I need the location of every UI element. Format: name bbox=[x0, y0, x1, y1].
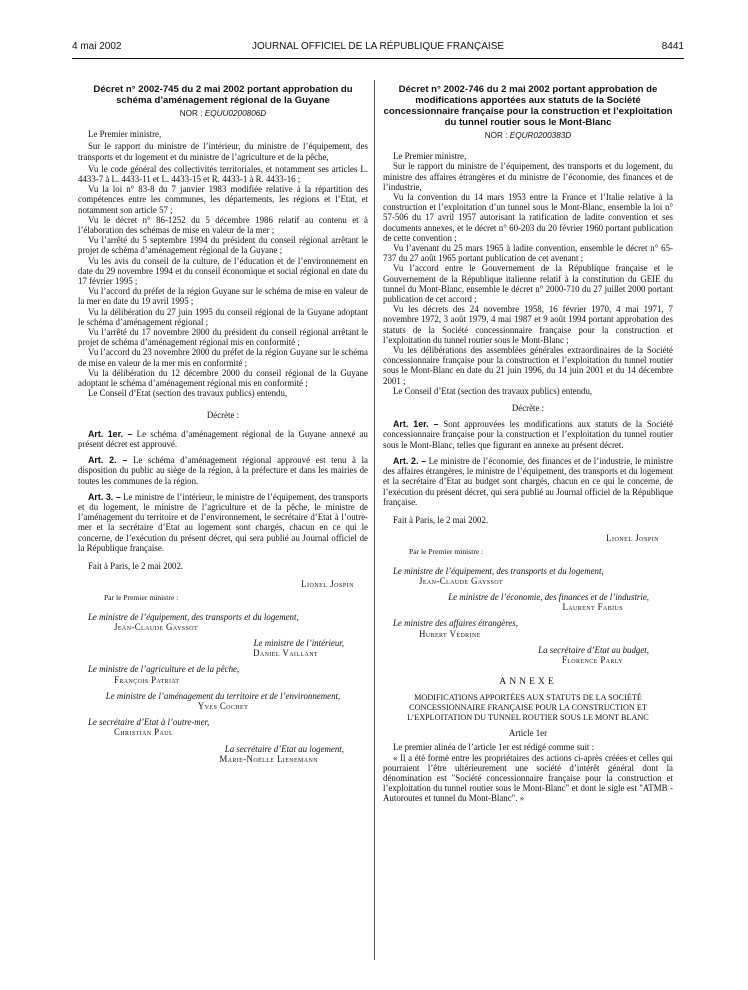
paragraph: Vu l’arrêté du 17 novembre 2000 du président du conseil régional arrêtant le projet de schéma d’aménagement régional mis en conformité ; bbox=[78, 327, 368, 348]
article bbox=[78, 429, 368, 449]
annexe-heading: ANNEXE bbox=[499, 676, 557, 688]
signatory-name: Jean-Claude Gayssot bbox=[114, 621, 199, 632]
signatory-role: Le ministre de l’agriculture et de la pêche, bbox=[88, 664, 240, 675]
signatory-name: Jean-Claude Gayssot bbox=[419, 575, 504, 586]
signatory-role: Le ministre de l’intérieur, bbox=[253, 637, 344, 648]
paragraph: Le Conseil d’Etat (section des travaux publics) entendu, bbox=[393, 385, 593, 396]
signature-block bbox=[78, 744, 368, 764]
signatory-name: Yves Cochet bbox=[197, 700, 249, 711]
article-label: Art. 3. – bbox=[88, 491, 121, 502]
paragraph: Vu l’accord entre le Gouvernement de la République française et le Gouvernement de la République italienne relatif à la constitution du GEIE du tunnel du Mont-Blanc, ensemble le décret n° 2000-710 du 27 juillet 2000 portant publication de cet accord ; bbox=[383, 263, 673, 305]
signatory-name: Christian Paul bbox=[114, 727, 174, 738]
signing-place-date: Fait à Paris, le 2 mai 2002. bbox=[88, 560, 184, 571]
decrete-heading: Décrète : bbox=[206, 410, 240, 421]
nor-code: EQUR0200383D bbox=[509, 131, 572, 140]
article-label: Art. 1er. – bbox=[393, 419, 439, 430]
par-premier-ministre: Par le Premier ministre : bbox=[409, 547, 484, 557]
right-column bbox=[383, 84, 673, 804]
article-text: Sont approuvées les modifications aux statuts de la Société concessionnaire française pour la construction et l’exploitation du tunnel routier sous le Mont-Blanc, telles que figurant en annexe au présent décret. bbox=[383, 419, 673, 450]
nor-label: NOR : bbox=[484, 131, 508, 140]
column-divider bbox=[374, 80, 375, 960]
paragraph: Vu les délibérations des assemblées générales extraordinaires de la Société concessionnaire française pour la construction et l’exploitation du tunnel routier sous le Mont-Blanc en date du 21 juin 1996, du 14 juin 2001 et du 14 décembre 2001 ; bbox=[383, 345, 673, 386]
running-header bbox=[72, 41, 684, 55]
signatory-name: François Patriat bbox=[114, 674, 180, 685]
paragraph: Sur le rapport du ministre de l’équipement, des transports et du logement, du ministre des affaires étrangères et du ministre de l’économie, des finances et de l’industrie, bbox=[383, 161, 673, 192]
nor-code: EQUU0200806D bbox=[204, 109, 267, 118]
paragraph: Vu la délibération du 27 juin 1995 du conseil régional de la Guyane adoptant le schéma d’aménagement régional ; bbox=[78, 306, 368, 327]
prime-minister-name: Lionel Jospin bbox=[301, 579, 354, 590]
paragraph: « Il a été formé entre les propriétaires des actions ci-après créées et celles qui pourraient l’être ultérieurement une société d’intérêt général dont la dénomination est "Société concessionnaire française pour la construction et l’exploitation du tunnel routier sous le Mont-Blanc" et dont le sigle est "ATMB - Autoroutes et tunnel du Mont-Blanc". » bbox=[383, 752, 673, 804]
paragraph: Le premier alinéa de l’article 1er est rédigé comme suit : bbox=[393, 742, 595, 753]
paragraph: Vu l’accord du 23 novembre 2000 du préfet de la région Guyane sur le schéma de mise en valeur de la mer mis en conformité ; bbox=[78, 347, 368, 368]
decree-title: Décret n° 2002-745 du 2 mai 2002 portant approbation du schéma d’aménagement régional de la Guyane bbox=[93, 84, 353, 106]
signatory-name: Laurent Fabius bbox=[562, 602, 623, 613]
signature-block bbox=[383, 645, 673, 665]
left-column bbox=[78, 84, 368, 764]
paragraph: Le Premier ministre, bbox=[88, 129, 162, 140]
paragraph: Sur le rapport du ministre de l’intérieur, du ministre de l’équipement, des transports et du logement et du ministre de l’agriculture et de la pêche, bbox=[78, 141, 368, 162]
header-date: 4 mai 2002 bbox=[72, 41, 122, 52]
paragraph: Le Conseil d’Etat (section des travaux publics) entendu, bbox=[88, 388, 288, 399]
paragraph: Vu les décrets des 24 novembre 1958, 16 février 1970, 4 mai 1971, 7 novembre 1972, 3 août 1979, 4 mai 1987 et 9 août 1994 portant approbation des statuts de la Société concessionnaire française pour la construction et l’exploitation du tunnel routier sous le Mont-Blanc ; bbox=[383, 304, 673, 345]
nor-reference bbox=[383, 131, 673, 141]
signatory-name: Hubert Védrine bbox=[419, 628, 481, 639]
paragraph: Vu la loi n° 83-8 du 7 janvier 1983 modifiée relative à la répartition des compétences entre les communes, les départements, les régions et l’Etat, et notamment son article 57 ; bbox=[78, 184, 368, 215]
par-premier-ministre: Par le Premier ministre : bbox=[104, 593, 179, 603]
signatory-role: Le ministre des affaires étrangères, bbox=[393, 618, 518, 629]
signature-block bbox=[88, 664, 368, 684]
decrete-heading: Décrète : bbox=[511, 403, 545, 414]
article-text: Le ministre de l’économie, des finances et de l’industrie, le ministre des affaires étrangères, le ministre de l’équipement, des transports et du logement et la secrétaire d’Etat au budget sont chargés, chacun en ce qui le concerne, de l’exécution du présent décret, qui sera publié au Journal officiel de la République française. bbox=[383, 455, 673, 507]
article bbox=[78, 455, 368, 486]
paragraph: Vu la délibération du 12 décembre 2000 du conseil régional de la Guyane adoptant le schéma d’aménagement régional mis en conformité ; bbox=[78, 367, 368, 389]
header-rule bbox=[72, 58, 684, 59]
annexe-article-heading: Article 1er bbox=[508, 728, 548, 739]
article-text: Le ministre de l’intérieur, le ministre de l’équipement, des transports et du logement, le ministre de l’agriculture et de la pêche, le ministre de l’aménagement du territoire et de l’environnement, le secrétaire d’Etat à l’outre-mer et la secrétaire d’Etat au logement sont chargés, chacun en ce qui le concerne, de l’exécution du présent décret, qui sera publié au Journal officiel de la République française. bbox=[78, 491, 369, 553]
signatory-role: La secrétaire d’Etat au logement, bbox=[224, 743, 344, 754]
article bbox=[383, 419, 673, 450]
signatory-name: Daniel Vaillant bbox=[253, 648, 318, 659]
paragraph: Vu l’arrêté du 5 septembre 1994 du président du conseil régional arrêtant le projet de schéma d’aménagement régional de la Guyane ; bbox=[78, 235, 368, 256]
decree-title: Décret n° 2002-746 du 2 mai 2002 portant approbation de modifications apportées aux statuts de la Société concessionnaire française pour la construction et l’exploitation du tunnel routier sous le Mont-Blanc bbox=[383, 84, 673, 128]
signatory-name: Florence Parly bbox=[561, 654, 623, 665]
signing-place-date: Fait à Paris, le 2 mai 2002. bbox=[393, 514, 489, 525]
article-label: Art. 2. – bbox=[88, 455, 128, 466]
paragraph: Vu le code général des collectivités territoriales, et notamment ses articles L. 4433-7 à L. 4433-11 et L. 4433-15 et R. 4433-1 à R. 4433-16 ; bbox=[78, 163, 368, 185]
signatory-name: Marie-Noëlle Lienemann bbox=[219, 753, 318, 764]
signatory-role: La secrétaire d’Etat au budget, bbox=[538, 644, 649, 655]
paragraph: Vu l’accord du préfet de la région Guyane sur le schéma de mise en valeur de la mer en date du 19 avril 1995 ; bbox=[78, 286, 368, 307]
signature-block bbox=[88, 717, 368, 737]
article-label: Art. 1er. – bbox=[88, 428, 133, 439]
signatory-role: Le ministre de l’équipement, des transports et du logement, bbox=[88, 611, 299, 622]
article bbox=[78, 492, 368, 553]
signature-block bbox=[393, 566, 673, 586]
signatory-role: Le ministre de l’équipement, des transports et du logement, bbox=[393, 565, 604, 576]
signatory-role: Le secrétaire d’Etat à l’outre-mer, bbox=[88, 717, 210, 728]
prime-minister-name: Lionel Jospin bbox=[606, 533, 659, 544]
signatory-role: Le ministre de l’économie, des finances et de l’industrie, bbox=[448, 591, 649, 602]
signature-block bbox=[383, 592, 673, 612]
article-text: Le schéma d’aménagement régional approuvé est tenu à la disposition du public au siège de la région, à la préfecture et dans les mairies de toutes les communes de la région. bbox=[78, 455, 368, 486]
paragraph: Vu le décret n° 86-1252 du 5 décembre 1986 relatif au contenu et à l’élaboration des schémas de mise en valeur de la mer ; bbox=[78, 214, 368, 236]
annexe-subtitle: MODIFICATIONS APPORTÉES AUX STATUTS DE LA SOCIÉTÉ CONCESSIONNAIRE FRANÇAISE POUR LA CONSTRUCTION ET L’EXPLOITATION DU TUNNEL ROUTIER SOUS LE MONT BLANC bbox=[407, 693, 649, 722]
paragraph: Vu l’avenant du 25 mars 1965 à ladite convention, ensemble le décret n° 65-737 du 27 août 1965 portant publication de cet avenant ; bbox=[383, 243, 673, 264]
signature-block bbox=[78, 691, 368, 711]
header-page-number: 8441 bbox=[661, 41, 684, 52]
signature-block bbox=[393, 618, 673, 638]
header-journal-title: JOURNAL OFFICIEL DE LA RÉPUBLIQUE FRANÇAISE bbox=[251, 41, 505, 52]
nor-reference bbox=[78, 109, 368, 119]
article bbox=[383, 456, 673, 507]
paragraph: Le Premier ministre, bbox=[393, 151, 467, 162]
signature-block bbox=[88, 612, 368, 632]
article-text: Le schéma d’aménagement régional de la Guyane annexé au présent décret est approuvé. bbox=[78, 428, 368, 449]
paragraph: Vu les avis du conseil de la culture, de l’éducation et de l’environnement en date du 29 novembre 1994 et du conseil économique et social régional en date du 17 février 1995 ; bbox=[78, 255, 368, 287]
signature-block bbox=[78, 638, 368, 658]
nor-label: NOR : bbox=[179, 109, 203, 118]
signatory-role: Le ministre de l’aménagement du territoire et de l’environnement, bbox=[105, 690, 341, 701]
article-label: Art. 2. – bbox=[393, 455, 427, 466]
paragraph: Vu la convention du 14 mars 1953 entre la France et l’Italie relative à la construction et l’exploitation d’un tunnel sous le Mont-Blanc, ensemble la loi n° 57-506 du 17 avril 1957 autorisant la ratification de ladite convention et ses documents annexes, et le décret n° 60-203 du 20 février 1960 portant publication de cette convention ; bbox=[383, 192, 673, 243]
